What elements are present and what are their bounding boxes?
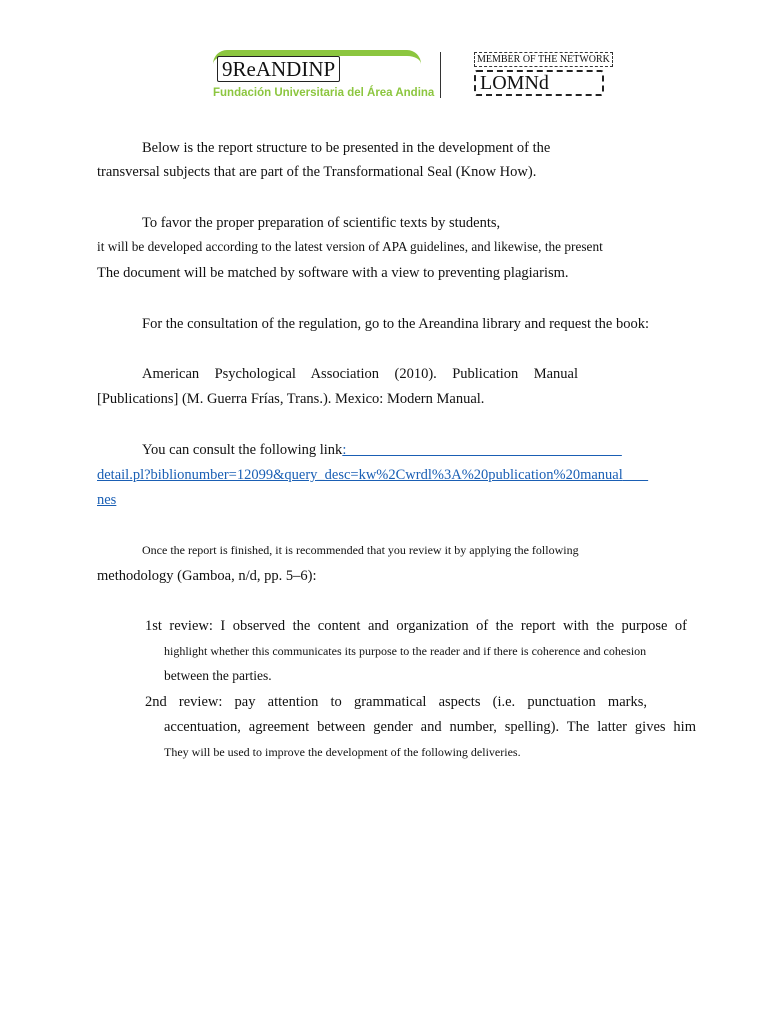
paragraph-1-line-2: transversal subjects that are part of the Transformational Seal (Know How). <box>97 164 537 180</box>
paragraph-2-line-1: To favor the proper preparation of scientific texts by students, <box>142 215 501 231</box>
logo-subtitle: Fundación Universitaria del Área Andina <box>213 87 435 99</box>
paragraph-2-line-3: The document will be matched by software with a view to preventing plagiarism. <box>97 265 569 281</box>
logo-title: 9ReANDINP <box>217 56 340 82</box>
reference-line-2: [Publications] (M. Guerra Frías, Trans.). Mexico: Modern Manual. <box>97 391 485 407</box>
bullet-2-line-3: They will be used to improve the development of the following deliveries. <box>164 745 521 759</box>
bullet-1-line-1 <box>142 616 687 637</box>
link-line-3 <box>97 490 116 510</box>
paragraph-2-line-2: it will be developed according to the latest version of APA guidelines, and likewise, the present <box>97 239 603 254</box>
paragraph-3-line-1: For the consultation of the regulation, go to the Areandina library and request the book: <box>142 316 649 332</box>
network-logo-text: LOMNd <box>480 72 549 94</box>
link-intro: You can consult the following link <box>142 442 343 458</box>
library-link-part-2-tail[interactable] <box>623 467 648 483</box>
network-label: MEMBER OF THE NETWORK <box>474 52 613 67</box>
link-line-1 <box>142 440 622 460</box>
reference-line-1: American Psychological Association (2010). Publication Manual <box>142 366 578 382</box>
library-link-part-3[interactable]: nes <box>97 492 117 508</box>
library-link-part-2[interactable]: detail.pl?biblionumber=12099&query_desc=kw%2Cwrdl%3A%20publication%20manual <box>97 467 623 483</box>
bullet-2-line-2: accentuation, agreement between gender and number, spelling). The latter gives him <box>164 719 696 735</box>
link-line-2 <box>97 465 648 485</box>
paragraph-4-line-1: Once the report is finished, it is recommended that you review it by applying the following <box>142 543 579 557</box>
page-header <box>0 40 768 110</box>
bullet-1-text: 1st review: I observed the content and organization of the report with the purpose of <box>145 618 687 634</box>
bullet-1-line-2: highlight whether this communicates its purpose to the reader and if there is coherence and cohesion <box>164 644 647 658</box>
bullet-1-line-3: between the parties. <box>164 668 272 683</box>
header-divider <box>440 52 441 98</box>
paragraph-1-line-1: Below is the report structure to be presented in the development of the <box>142 140 551 156</box>
bullet-2-text: 2nd review: pay attention to grammatical aspects (i.e. punctuation marks, <box>145 694 647 710</box>
library-link-part-1[interactable]: : <box>342 442 622 458</box>
paragraph-4-line-2: methodology (Gamboa, n/d, pp. 5–6): <box>97 568 317 584</box>
areandina-logo <box>213 50 435 102</box>
bullet-2-line-1 <box>142 692 647 713</box>
network-logo-box <box>474 70 604 96</box>
network-logo <box>472 52 610 100</box>
